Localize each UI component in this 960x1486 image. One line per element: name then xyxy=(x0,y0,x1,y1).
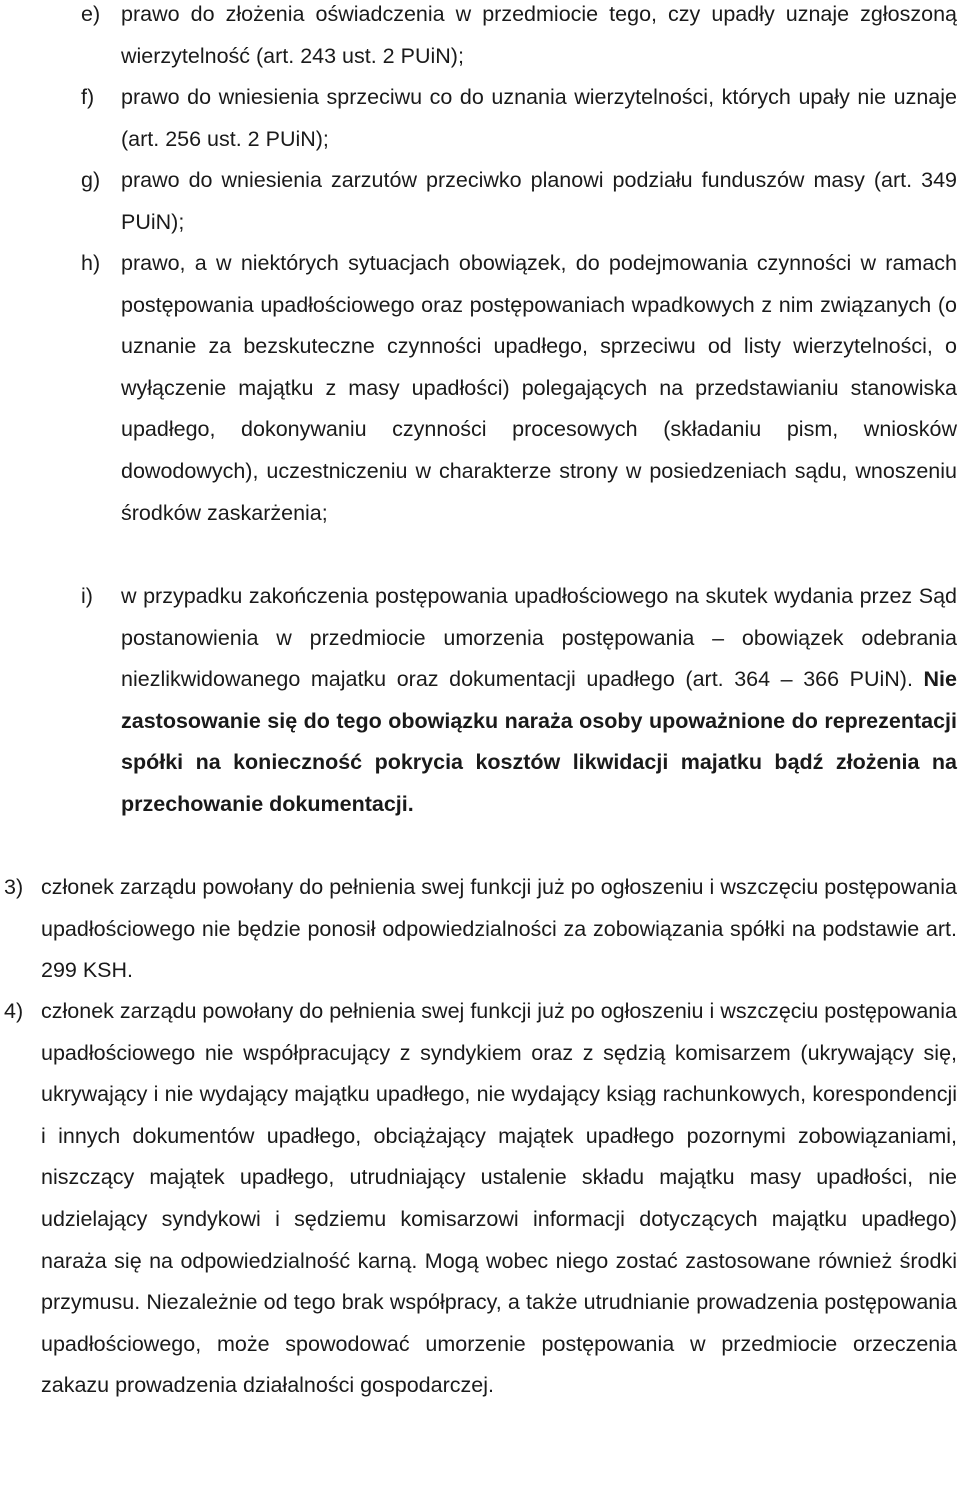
list-item-text: prawo, a w niektórych sytuacjach obowiązek, do podejmowania czynności w ramach postępowania upadłościowego oraz postępowaniach wpadkowych z nim związanych (o uznanie za bezskuteczne czynności upadłego, sprzeciwu od listy wierzytelności, o wyłączenie majątku z masy upadłości) polegających na przedstawianiu stanowiska upadłego, dokonywaniu czynności procesowych (składaniu pism, wniosków dowodowych), uczestniczeniu w charakterze strony w posiedzeniach sądu, wnoszeniu środków zaskarżenia; xyxy=(121,251,957,525)
list-item-bold-text: Nie zastosowanie się do tego obowiązku naraża osoby upoważnione do reprezentacji spółki na konieczność pokrycia kosztów likwidacji majatku bądź złożenia na przechowanie dokumentacji. xyxy=(121,667,957,816)
list-marker: 3) xyxy=(4,875,24,899)
list-item-f xyxy=(81,77,957,160)
list-item-text: prawo do wniesienia zarzutów przeciwko planowi podziału funduszów masy (art. 349 PUiN); xyxy=(121,168,957,234)
list-marker: h) xyxy=(81,251,101,275)
list-marker: g) xyxy=(81,168,101,192)
list-item-g xyxy=(81,160,957,243)
list-item-h xyxy=(81,243,957,534)
list-item-text: w przypadku zakończenia postępowania upadłościowego na skutek wydania przez Sąd postanowienia w przedmiocie umorzenia postępowania – obowiązek odebrania niezlikwidowanego majatku oraz dokumentacji upadłego (art. 364 – 366 PUiN). xyxy=(121,584,957,692)
list-item-text: członek zarządu powołany do pełnienia swej funkcji już po ogłoszeniu i wszczęciu postępowania upadłościowego nie będzie ponosił odpowiedzialności za zobowiązania spółki na podstawie art. 299 KSH. xyxy=(41,875,957,983)
list-marker: i) xyxy=(81,584,93,608)
list-item-text: członek zarządu powołany do pełnienia swej funkcji już po ogłoszeniu i wszczęciu postępowania upadłościowego nie współpracujący z syndykiem oraz z sędzią komisarzem (ukrywający się, ukrywający i nie wydający majątku upadłego, nie wydający ksiąg rachunkowych, korespondencji i innych dokumentów upadłego, obciążający majątek upadłego pozornymi zobowiązaniami, niszczący majątek upadłego, utrudniający ustalenie składu majątku masy upadłości, nie udzielający syndykowi i sędziemu komisarzowi informacji dotyczących majątku upadłego) naraża się na odpowiedzialność karną. Mogą wobec niego zostać zastosowane również środki przymusu. Niezależnie od tego brak współpracy, a także utrudnianie prowadzenia postępowania upadłościowego, może spowodować umorzenie postępowania w przedmiocie orzeczenia zakazu prowadzenia działalności gospodarczej. xyxy=(41,999,957,1398)
list-item-text: prawo do złożenia oświadczenia w przedmiocie tego, czy upadły uznaje zgłoszoną wierzytelność (art. 243 ust. 2 PUiN); xyxy=(121,2,957,68)
list-item-text: prawo do wniesienia sprzeciwu co do uznania wierzytelności, których upały nie uznaje (art. 256 ust. 2 PUiN); xyxy=(121,85,957,151)
list-item-e xyxy=(81,0,957,77)
list-item-i xyxy=(81,576,957,826)
list-item-3 xyxy=(4,867,957,992)
list-item-4 xyxy=(4,991,957,1407)
list-marker: e) xyxy=(81,2,101,26)
list-marker: f) xyxy=(81,85,95,109)
list-marker: 4) xyxy=(4,999,24,1023)
